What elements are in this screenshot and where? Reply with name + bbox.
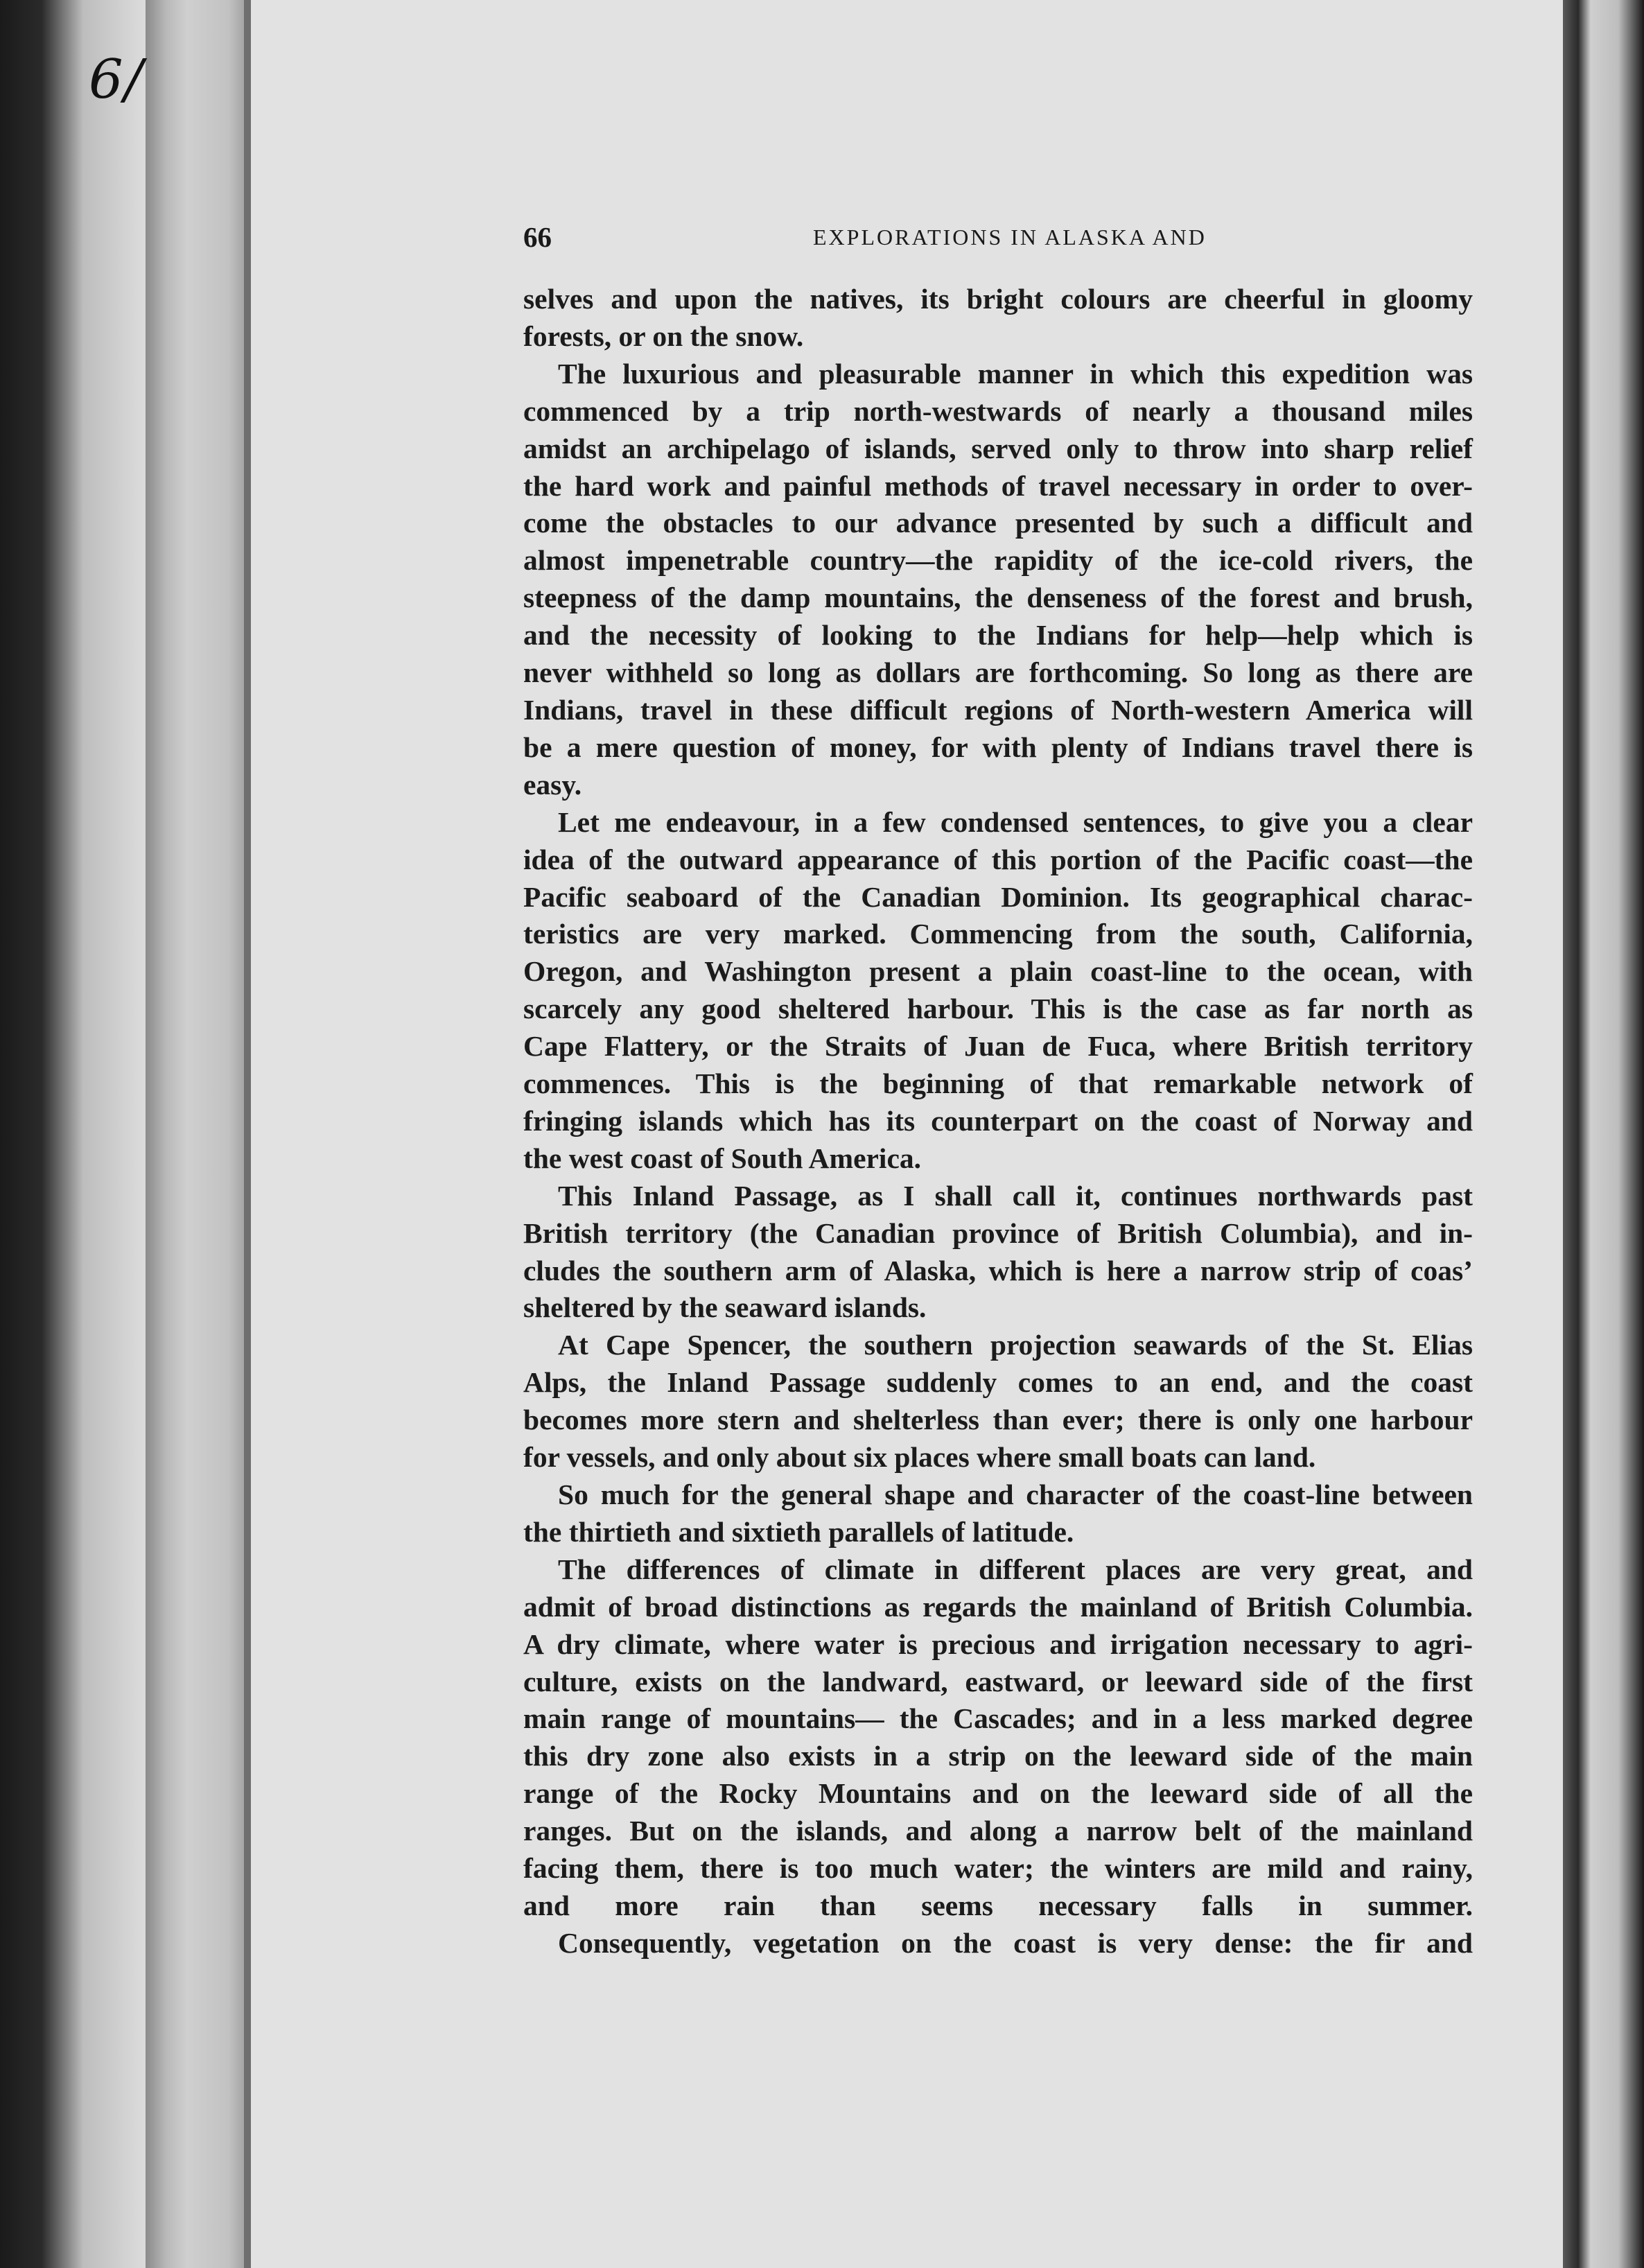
text-line: and the necessity of looking to the Indians for help—help which is <box>523 619 1473 652</box>
running-title: EXPLORATIONS IN ALASKA AND <box>813 225 1207 250</box>
text-line: The differences of climate in different places are very great, and <box>558 1553 1473 1585</box>
text-line: At Cape Spencer, the southern projection seawards of the St. Elias <box>558 1329 1473 1361</box>
text-line: facing them, there is too much water; the winters are mild and rainy, <box>523 1852 1473 1885</box>
text-line: Let me endeavour, in a few condensed sentences, to give you a clear <box>558 805 1473 838</box>
text-line: selves and upon the natives, its bright colours are cheerful in gloomy <box>523 283 1473 315</box>
text-line: This Inland Passage, as I shall call it, continues northwards past <box>558 1179 1473 1212</box>
paragraph <box>523 1327 1473 1476</box>
text-line: Pacific seaboard of the Canadian Dominion. Its geographical charac- <box>523 880 1473 913</box>
text-line: teristics are very marked. Commencing from the south, California, <box>523 918 1473 950</box>
text-line: culture, exists on the landward, eastward, or leeward side of the first <box>523 1665 1473 1698</box>
text-line: Alps, the Inland Passage suddenly comes to an end, and the coast <box>523 1366 1473 1399</box>
text-line: range of the Rocky Mountains and on the leeward side of all the <box>523 1777 1473 1810</box>
page-right-edge <box>1563 0 1644 2268</box>
text-line: idea of the outward appearance of this portion of the Pacific coast—the <box>523 843 1473 875</box>
text-line: cludes the southern arm of Alaska, which is here a narrow strip of coas’ <box>523 1254 1473 1286</box>
text-line: amidst an archipelago of islands, served only to throw into sharp relief <box>523 432 1473 464</box>
text-line: come the obstacles to our advance presented by such a difficult and <box>523 507 1473 539</box>
text-line: be a mere question of money, for with plenty of Indians travel there is <box>523 731 1473 763</box>
text-line: commences. This is the beginning of that remarkable network of <box>523 1067 1473 1100</box>
text-line: steepness of the damp mountains, the denseness of the forest and brush, <box>523 582 1473 614</box>
text-line: never withheld so long as dollars are forthcoming. So long as there are <box>523 656 1473 689</box>
text-line: The luxurious and pleasurable manner in which this expedition was <box>558 357 1473 390</box>
text-line: ranges. But on the islands, and along a narrow belt of the mainland <box>523 1815 1473 1847</box>
text-line: almost impenetrable country—the rapidity of the ice-cold rivers, the <box>523 544 1473 577</box>
handwritten-margin-note: 6/ <box>89 49 144 111</box>
page-header <box>523 220 1494 262</box>
text-line: Oregon, and Washington present a plain coast-line to the ocean, with <box>523 955 1473 988</box>
text-line: A dry climate, where water is precious and irrigation necessary to agri- <box>523 1628 1473 1660</box>
text-line: main range of mountains— the Cascades; and in a less marked degree <box>523 1702 1473 1735</box>
text-line: Indians, travel in these difficult regions of North-western America will <box>523 693 1473 726</box>
text-line: sheltered by the seaward islands. <box>523 1291 927 1324</box>
paragraph <box>523 356 1473 804</box>
text-line: commenced by a trip north-westwards of nearly a thousand miles <box>523 394 1473 427</box>
text-line: admit of broad distinctions as regards the mainland of British Columbia. <box>523 1590 1473 1623</box>
paragraph <box>523 804 1473 1178</box>
text-line: becomes more stern and shelterless than ever; there is only one harbour <box>523 1404 1473 1436</box>
text-line: easy. <box>523 768 582 801</box>
paragraph <box>523 1925 1473 1962</box>
paragraph <box>523 1551 1473 1925</box>
text-line: for vessels, and only about six places where small boats can land. <box>523 1441 1316 1474</box>
text-line: Cape Flattery, or the Straits of Juan de Fuca, where British territory <box>523 1030 1473 1063</box>
text-line: the west coast of South America. <box>523 1142 921 1174</box>
text-line: forests, or on the snow. <box>523 320 804 352</box>
text-line: British territory (the Canadian province of British Columbia), and in- <box>523 1216 1473 1249</box>
gutter-shadow <box>244 0 251 2268</box>
body-text <box>523 281 1473 1962</box>
paragraph <box>523 281 1473 356</box>
paragraph <box>523 1476 1473 1551</box>
page-number: 66 <box>523 221 552 253</box>
text-line: the hard work and painful methods of travel necessary in order to over- <box>523 469 1473 502</box>
text-line: Consequently, vegetation on the coast is very dense: the fir and <box>558 1926 1473 1959</box>
text-line: fringing islands which has its counterpart on the coast of Norway and <box>523 1104 1473 1137</box>
text-line: scarcely any good sheltered harbour. This is the case as far north as <box>523 993 1473 1025</box>
text-line: So much for the general shape and character of the coast-line between <box>558 1478 1473 1510</box>
text-line: the thirtieth and sixtieth parallels of latitude. <box>523 1515 1074 1548</box>
text-line: and more rain than seems necessary falls in summer. <box>523 1889 1473 1921</box>
paragraph <box>523 1178 1473 1327</box>
binding-edge <box>146 0 250 2268</box>
text-line: this dry zone also exists in a strip on the leeward side of the main <box>523 1740 1473 1772</box>
